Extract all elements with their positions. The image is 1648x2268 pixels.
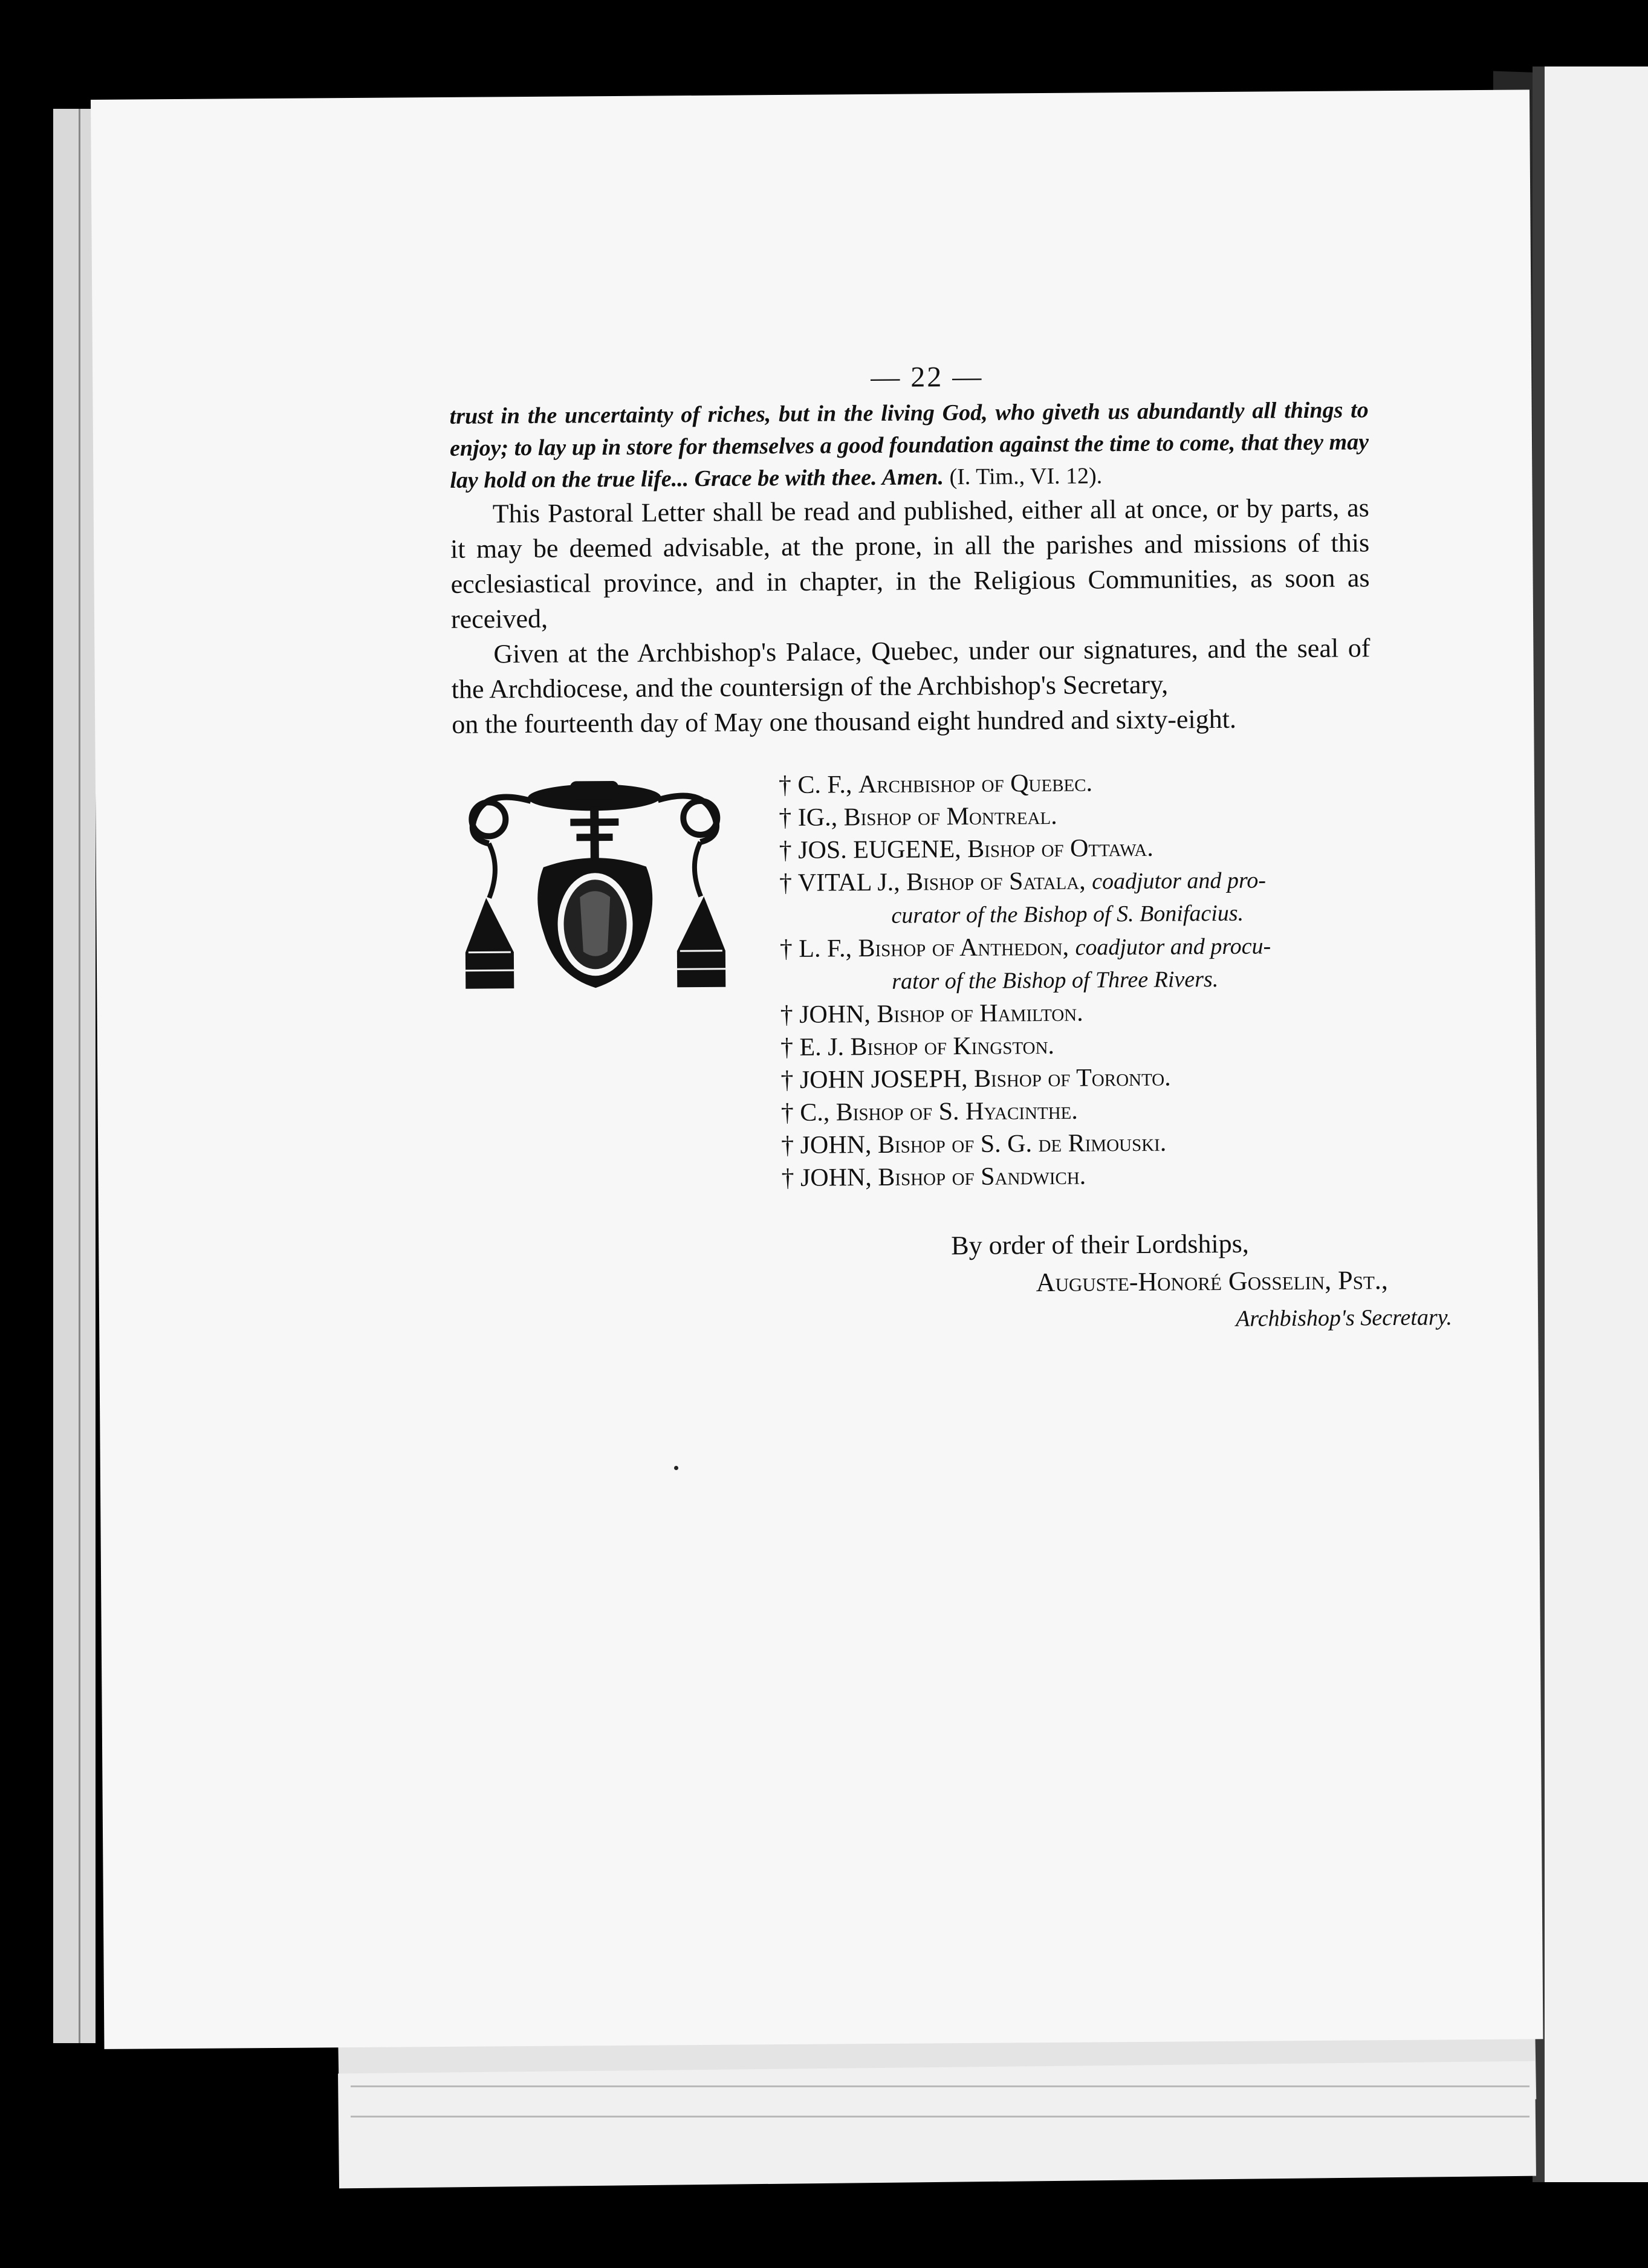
signatory-name: † VITAL J., [779,868,900,898]
signature-line [780,994,1372,1031]
quote-citation: (I. Tim., VI. 12). [949,463,1103,490]
page-stack-line [351,2085,1530,2087]
signatory-name: † E. J. [780,1033,845,1062]
signature-line [779,765,1371,802]
signature-line [779,797,1371,834]
signature-line [779,863,1372,900]
signatory-title: Bishop of Sandwich. [878,1162,1086,1191]
signature-line [781,1158,1374,1194]
paragraph-publish: This Pastoral Letter shall be read and published, either all at once, or by parts, as it may be deemed advisable, at the prone, in all the parishes and missions of this ecclesiastical province, and in chapter, in the Religious Communities, as soon as received, [450,493,1370,634]
signatory-name: † JOHN, [781,1164,872,1193]
date-line: on the fourteenth day of May one thousand eight hundred and sixty-eight. [452,704,1237,739]
signatory-title: Bishop of S. G. de Rimouski. [877,1129,1167,1159]
order-line: By order of their Lordships, [951,1228,1249,1261]
page-stack-bottom-lower [338,2061,1536,2189]
signature-list [779,765,1374,1194]
signatory-name: † JOHN JOSEPH, [780,1064,968,1095]
signatory-name: † C., [780,1098,830,1127]
signature-line [781,1125,1374,1162]
page-number: — 22 — [871,360,984,394]
signatory-name: † C. F., [778,771,852,800]
paragraph-given: Given at the Archbishop's Palace, Quebec, under our signatures, and the seal of the Archdiocese, and the countersign of the Archbishop's Secretary, [451,633,1371,704]
signature-line [780,928,1372,966]
signatory-title: Bishop of Hamilton. [877,999,1083,1028]
signatory-title: Bishop of Anthedon, [858,933,1069,963]
adjacent-page [1545,66,1648,2182]
scripture-quote [449,394,1369,497]
book-spine [53,109,96,2043]
page-content [449,357,1453,1332]
signature-area [452,765,1453,1332]
archiepiscopal-coat-of-arms-icon [452,776,738,1013]
signatory-note: coadjutor and pro- [1092,867,1267,895]
signatory-name: † JOHN, [780,1000,871,1029]
signatory-name: † IG., [779,803,838,832]
signatory-name: † JOS. EUGENE, [779,835,961,865]
signature-continuation: rator of the Bishop of Three Rivers. [892,967,1219,994]
signatory-title: Bishop of Ottawa. [967,834,1153,863]
quote-text: trust in the uncertainty of riches, but in the living God, who giveth us abundantly all things to enjoy; to lay up in store for themselves a good foundation against the time to come, that they may lay hold on the true life... Grace be with thee. Amen. [449,397,1369,493]
book-spine-line [79,109,80,2043]
signature-line [780,1060,1373,1097]
signature-line [780,1027,1373,1064]
signatory-title: Bishop of S. Hyacinthe. [835,1097,1078,1127]
signatory-title: Bishop of Satala, [906,867,1086,896]
signatory-title: Bishop of Montreal. [843,802,1057,832]
signatory-title: Bishop of Kingston. [850,1031,1055,1061]
document-page [91,89,1543,2049]
signature-continuation: curator of the Bishop of S. Bonifacius. [891,900,1244,928]
ink-speck [674,1466,678,1470]
signatory-name: † JOHN, [780,1131,872,1160]
signature-line [779,830,1372,867]
signatory-name: † L. F., [779,935,852,964]
signatory-title: Archbishop of Quebec. [858,769,1093,799]
secretary-title: Archbishop's Secretary. [1235,1304,1453,1332]
signatory-note: coadjutor and procu- [1075,933,1271,961]
signatory-title: Bishop of Toronto. [973,1063,1171,1093]
signature-line [781,1092,1374,1129]
page-stack-line [351,2116,1530,2117]
secretary-name: Auguste-Honoré Gosselin, Pst., [1036,1265,1388,1298]
countersign-block [951,1224,1453,1340]
